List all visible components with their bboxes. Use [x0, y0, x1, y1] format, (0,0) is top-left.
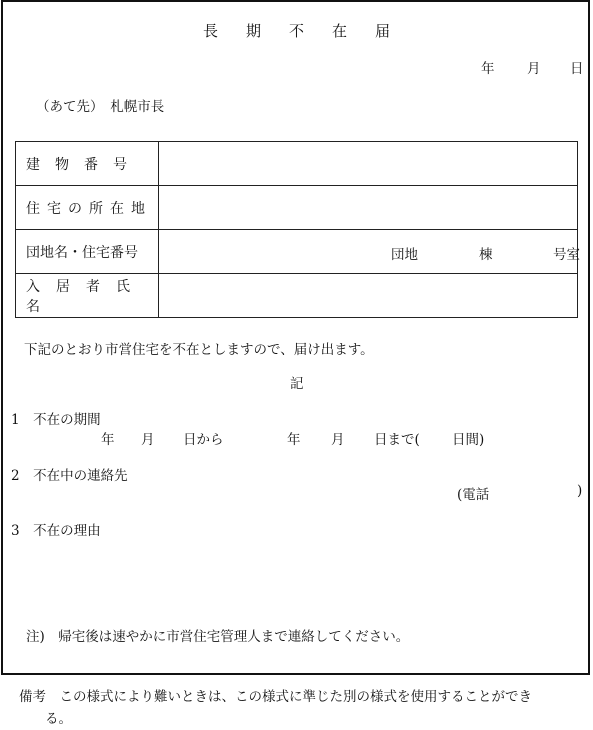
addressee: （あて先） 札幌市長	[36, 99, 165, 115]
from-day: 日から	[183, 432, 224, 448]
reason-label: 3 不在の理由	[11, 523, 101, 539]
goshitsu-text: 号室	[553, 247, 580, 263]
danchi-number-label: 団地名・住宅番号	[16, 230, 159, 274]
danchi-text: 団地	[391, 247, 418, 263]
resident-name-label: 入居者氏名	[16, 274, 159, 318]
date-day: 日	[570, 61, 584, 77]
form-title: 長期不在届	[202, 22, 418, 40]
resident-name-field[interactable]	[159, 274, 578, 318]
days-count: 日間)	[452, 432, 485, 448]
to-year: 年	[287, 432, 301, 448]
ki-text: 記	[290, 376, 304, 392]
remarks	[19, 686, 589, 730]
remarks-line1: 備考 この様式により難いときは、この様式に準じた別の様式を使用することができ	[19, 689, 532, 705]
danchi-number-field[interactable]	[159, 230, 578, 274]
from-month: 月	[141, 432, 155, 448]
table-row	[16, 274, 578, 318]
address-label: 住宅の所在地	[16, 186, 159, 230]
statement-text: 下記のとおり市営住宅を不在としますので、届け出ます。	[24, 342, 374, 358]
address-field[interactable]	[159, 186, 578, 230]
table-row	[16, 186, 578, 230]
to-month: 月	[331, 432, 345, 448]
phone-open: (電話	[457, 487, 490, 503]
note-text: 注) 帰宅後は速やかに市営住宅管理人まで連絡してください。	[26, 629, 410, 645]
table-row	[16, 142, 578, 186]
table-row	[16, 230, 578, 274]
building-number-label: 建物番号	[16, 142, 159, 186]
date-year: 年	[481, 61, 495, 77]
mune-text: 棟	[479, 247, 493, 263]
building-number-field[interactable]	[159, 142, 578, 186]
phone-close: )	[577, 483, 583, 499]
to-day: 日まで(	[374, 432, 420, 448]
from-year: 年	[101, 432, 115, 448]
remarks-line2: る。	[45, 711, 72, 727]
absence-period-label: 1 不在の期間	[11, 412, 101, 428]
info-table	[15, 141, 578, 318]
contact-label: 2 不在中の連絡先	[11, 468, 128, 484]
date-month: 月	[527, 61, 541, 77]
